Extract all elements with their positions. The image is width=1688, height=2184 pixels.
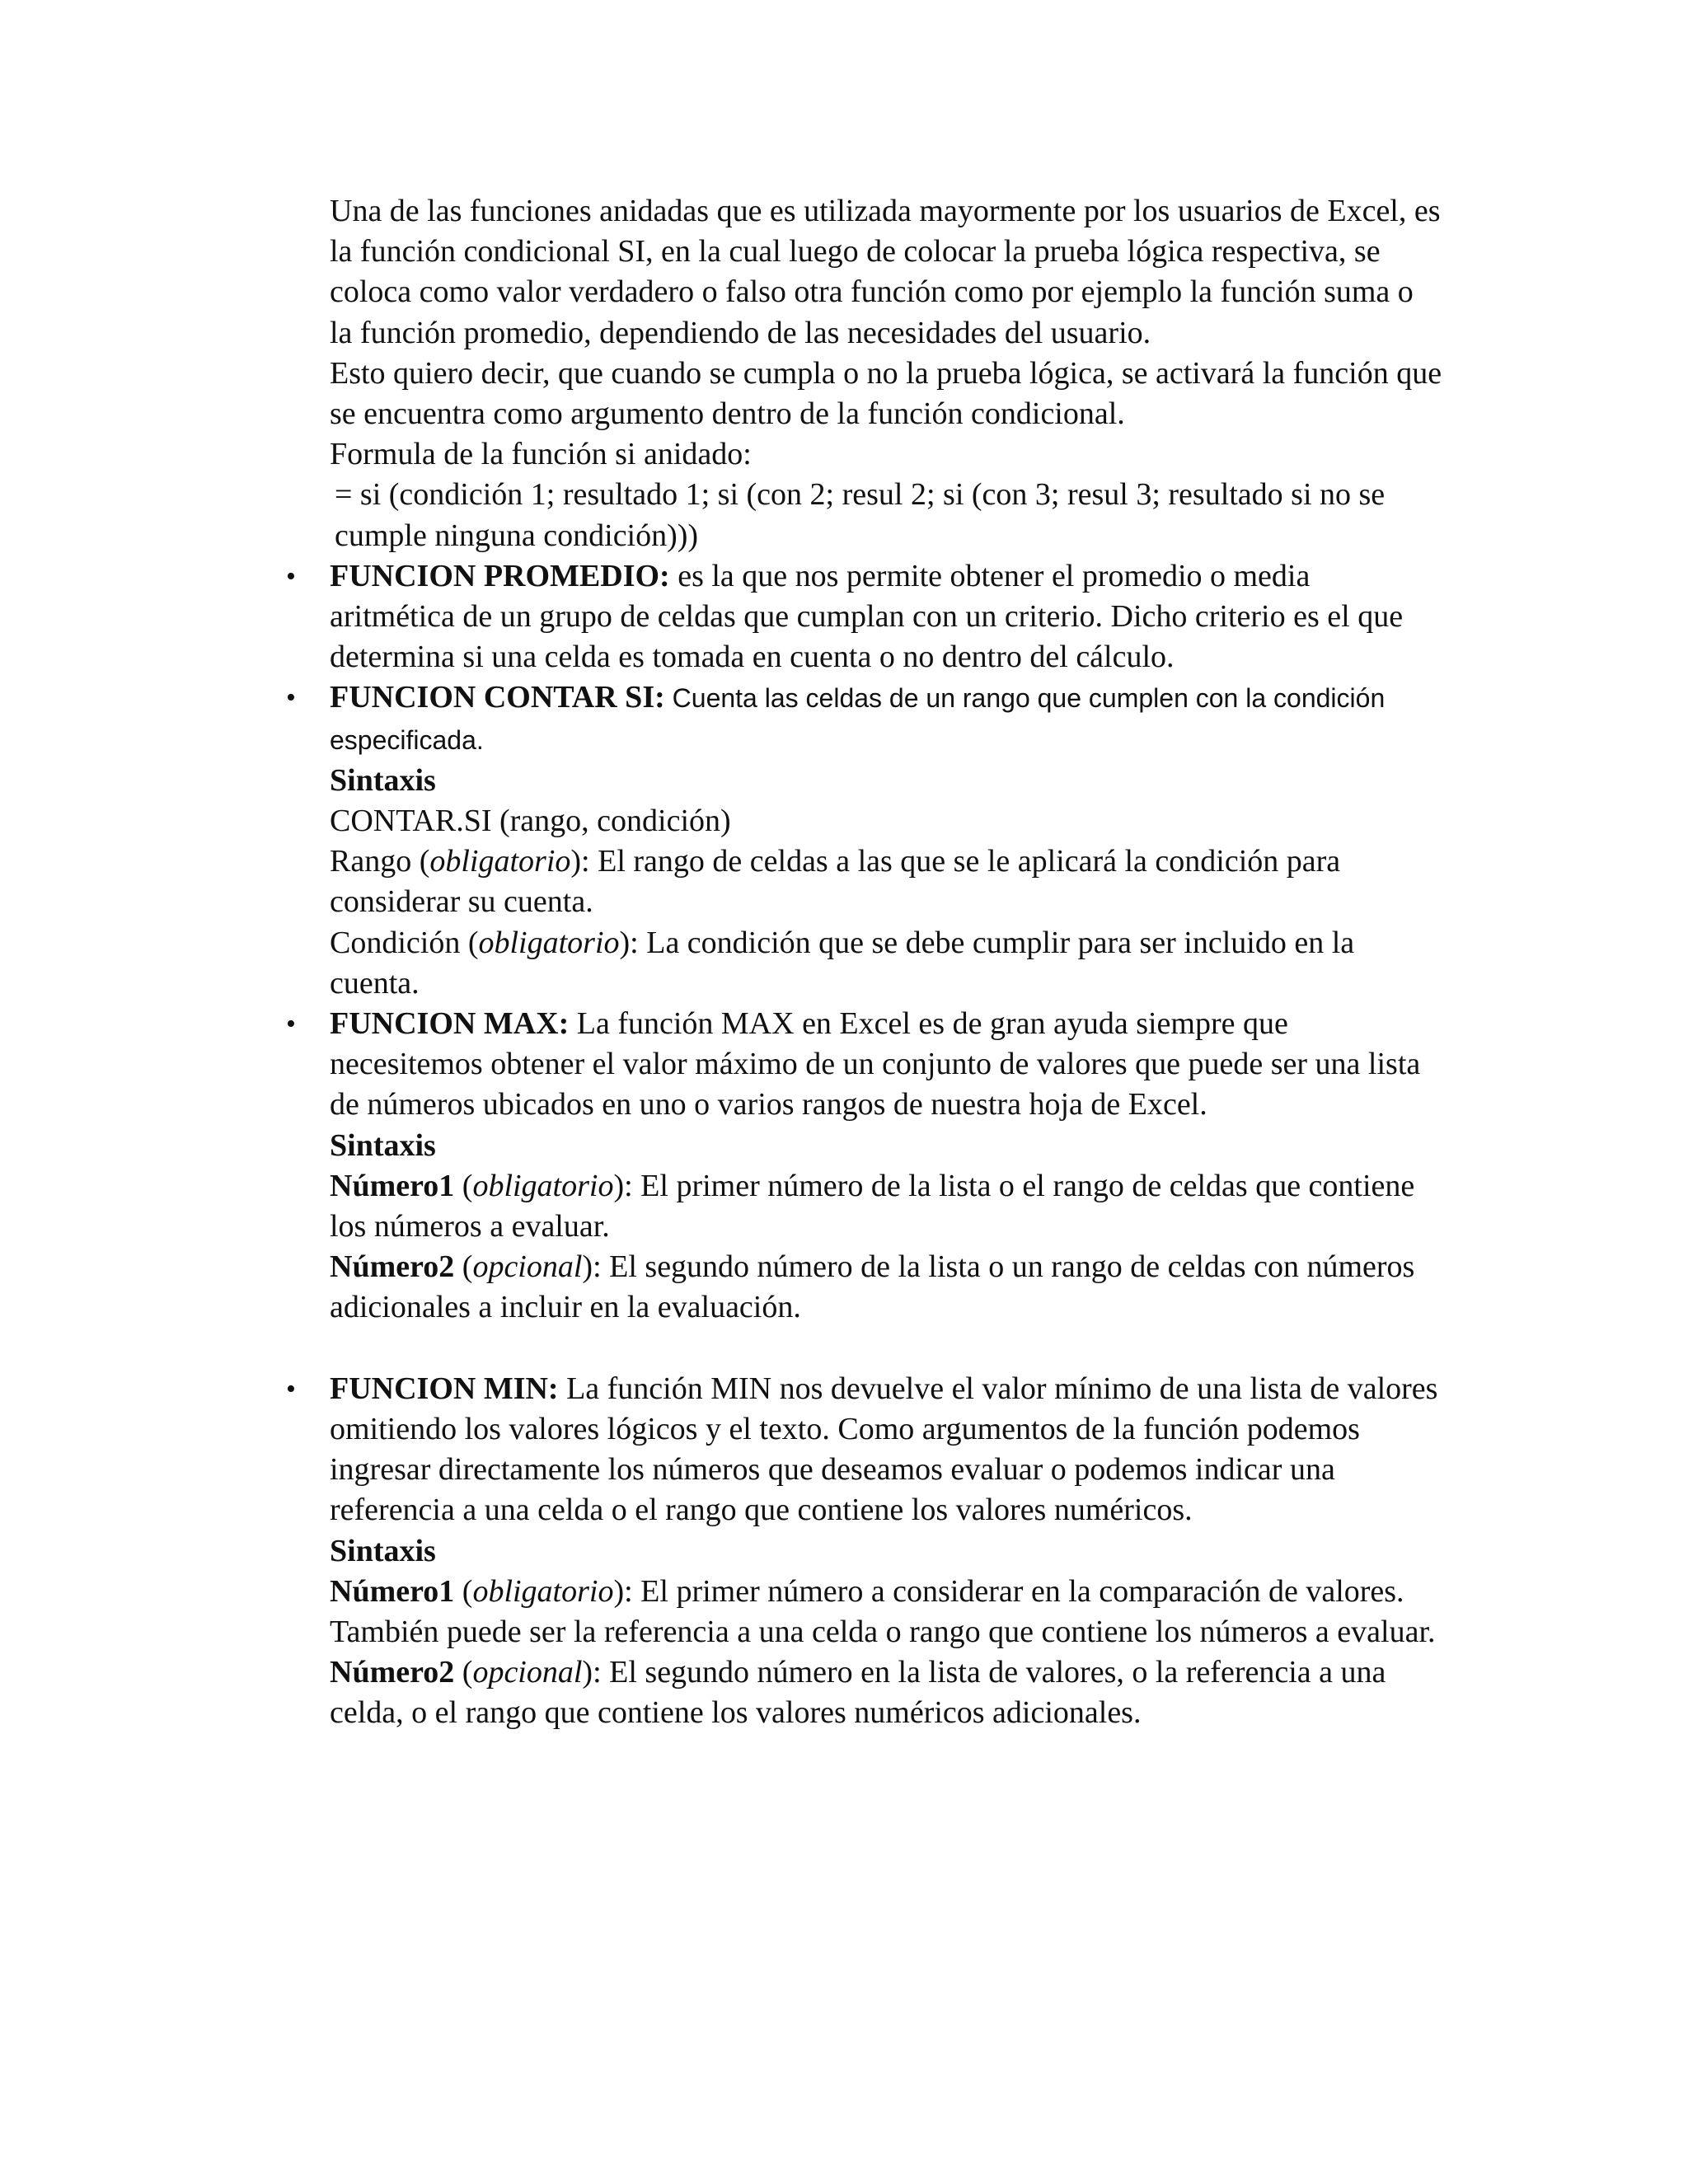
- contar-si-description: Cuenta las celdas de un rango que cumplen con la condición especificada.: [330, 683, 1386, 755]
- intro-paragraph-1: Una de las funciones anidadas que es utilizada mayormente por los usuarios de Excel, es la función condicional SI, en la cual luego de colocar la prueba lógica respectiva, se coloca como valor verdadero o falso otra función como por ejemplo la función suma o la función promedio, dependiendo de las necesidades del usuario.: [330, 194, 1441, 350]
- bullet-icon: •: [286, 1009, 296, 1040]
- rango-required: obligatorio: [429, 844, 571, 879]
- bullet-icon: •: [286, 1373, 296, 1404]
- blank-line: [330, 1329, 1442, 1369]
- min-numero2-paren: (: [454, 1655, 473, 1690]
- min-numero2-label: Número2: [330, 1655, 455, 1690]
- rango-text: ): El rango de celdas a las que se le aplicará la condición para considerar su cuenta.: [330, 844, 1341, 920]
- min-numero2-optional: opcional: [472, 1655, 583, 1690]
- contar-si-title: FUNCION CONTAR SI:: [330, 680, 665, 715]
- bullet-icon: •: [286, 682, 296, 714]
- min-numero2-text: ): El segundo número en la lista de valores, o la referencia a una celda, o el rango que contiene los valores numéricos adicionales.: [330, 1655, 1386, 1731]
- max-numero2-text: ): El segundo número de la lista o un rango de celdas con números adicionales a incluir en la evaluación.: [330, 1249, 1415, 1325]
- max-numero1-label: Número1: [330, 1168, 455, 1203]
- contar-si-syntax: CONTAR.SI (rango, condición): [330, 804, 731, 839]
- max-syntax-label: Sintaxis: [330, 1127, 436, 1163]
- contar-si-rango-arg: [330, 841, 1442, 922]
- min-syntax-label: Sintaxis: [330, 1533, 436, 1568]
- rango-label: Rango (: [330, 844, 430, 879]
- bullet-promedio: [286, 556, 1442, 678]
- max-numero2-arg: [330, 1247, 1442, 1328]
- bullet-icon: •: [286, 560, 296, 592]
- max-numero2-optional: opcional: [472, 1249, 583, 1285]
- min-title: FUNCION MIN:: [330, 1371, 559, 1406]
- condicion-text: ): La condición que se debe cumplir para ser incluido en la cuenta.: [330, 925, 1355, 1001]
- max-numero1-required: obligatorio: [472, 1168, 614, 1203]
- condicion-label: Condición (: [330, 925, 479, 960]
- document-body: [286, 191, 1442, 1734]
- contar-si-syntax-label: Sintaxis: [330, 762, 436, 798]
- max-numero1-text: ): El primer número de la lista o el rango de celdas que contiene los números a evaluar.: [330, 1168, 1415, 1244]
- nested-if-formula: = si (condición 1; resultado 1; si (con 2; resul 2; si (con 3; resul 3; resultado si no se cumple ninguna condición))): [335, 477, 1386, 553]
- max-numero2-paren: (: [454, 1249, 473, 1285]
- max-title: FUNCION MAX:: [330, 1006, 570, 1042]
- contar-si-condicion-arg: [330, 923, 1442, 1004]
- min-numero1-label: Número1: [330, 1573, 455, 1609]
- promedio-title: FUNCION PROMEDIO:: [330, 558, 670, 593]
- max-description: La función MAX en Excel es de gran ayuda siempre que necesitemos obtener el valor máximo de un conjunto de valores que puede ser una lista de números ubicados en uno o varios rangos de nuestra hoja de Excel.: [330, 1006, 1421, 1122]
- min-numero1-required: obligatorio: [472, 1573, 614, 1609]
- min-numero1-text: ): El primer número a considerar en la comparación de valores. También puede ser la referencia a una celda o rango que contiene los números a evaluar.: [330, 1573, 1436, 1649]
- promedio-description: es la que nos permite obtener el promedio o media aritmética de un grupo de celdas que cumplan con un criterio. Dicho criterio es el que determina si una celda es tomada en cuenta o no dentro del cálculo.: [330, 558, 1404, 675]
- max-numero1-arg: [330, 1166, 1442, 1247]
- condicion-required: obligatorio: [478, 925, 620, 960]
- min-description: La función MIN nos devuelve el valor mínimo de una lista de valores omitiendo los valores lógicos y el texto. Como argumentos de la función podemos ingresar directamente los números que deseamos evaluar o podemos indicar una referencia a una celda o el rango que contiene los valores numéricos.: [330, 1371, 1438, 1528]
- bullet-min: [286, 1369, 1442, 1734]
- min-numero2-arg: [330, 1652, 1442, 1733]
- formula-heading: Formula de la función si anidado:: [330, 437, 752, 472]
- max-numero2-label: Número2: [330, 1249, 455, 1285]
- bullet-contar-si: [286, 677, 1442, 1004]
- min-numero1-paren: (: [454, 1573, 473, 1609]
- min-numero1-arg: [330, 1572, 1442, 1652]
- bullet-max: [286, 1004, 1442, 1329]
- intro-paragraph-2: Esto quiero decir, que cuando se cumpla o no la prueba lógica, se activará la función que se encuentra como argumento dentro de la función condicional.: [330, 355, 1442, 432]
- max-numero1-paren: (: [454, 1168, 473, 1203]
